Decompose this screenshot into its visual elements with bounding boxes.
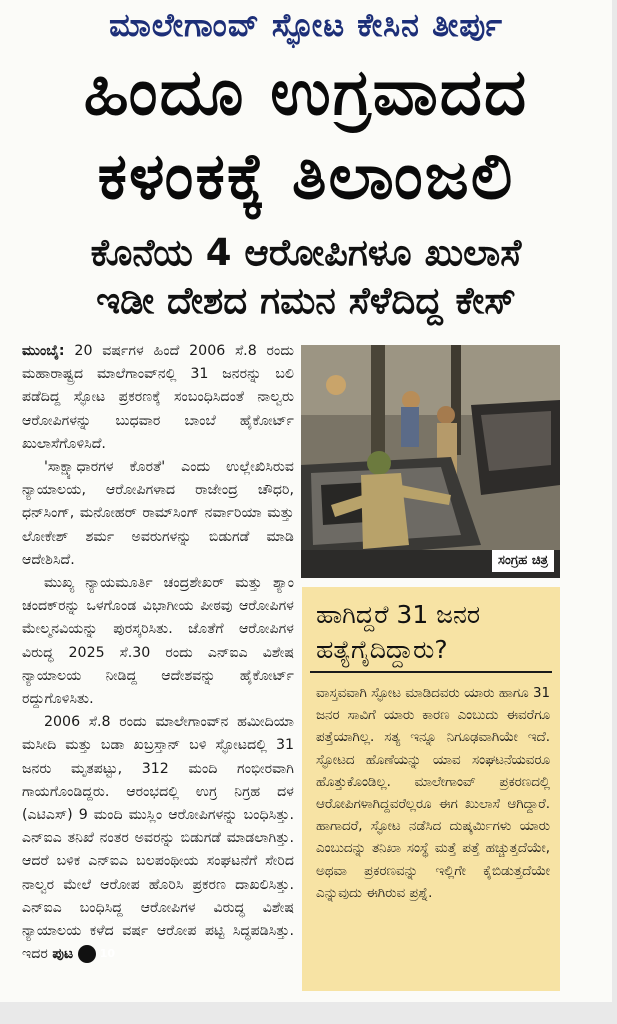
subhead-line-2: ಇಡೀ ದೇಶದ ಗಮನ ಸೆಳೆದಿದ್ದ ಕೇಸ್ <box>96 279 516 322</box>
sidebar-body: ವಾಸ್ತವವಾಗಿ ಸ್ಫೋಟ ಮಾಡಿದವರು ಯಾರು ಹಾಗೂ 31 ಜನರ ಸಾವಿಗೆ ಯಾರು ಕಾರಣ ಎಂಬುದು ಈವರೆಗೂ ಪತ್ತೆಯಾಗಿಲ್ಲ. ಸತ್ಯ ಇನ್ನೂ ನಿಗೂಢವಾಗಿಯೇ ಇದೆ. ಸ್ಫೋಟದ ಹೊಣೆಯನ್ನು ಯಾವ ಸಂಘಟನೆಯವರೂ ಹೊತ್ತುಕೊಂಡಿಲ್ಲ. ಮಾಲೇಗಾಂವ್ ಪ್ರಕರಣದಲ್ಲಿ ಆರೋಪಿಗಳಾಗಿದ್ದವರೆಲ್ಲರೂ ಈಗ ಖುಲಾಸೆ ಆಗಿದ್ದಾರೆ. ಹಾಗಾದರೆ, ಸ್ಫೋಟ ನಡೆಸಿದ ದುಷ್ಕರ್ಮಿಗಳು ಯಾರು ಎಂಬುದನ್ನು ತನಿಖಾ ಸಂಸ್ಥೆ ಮತ್ತೆ ಪತ್ತೆ ಹಚ್ಚುತ್ತದೆಯೇ, ಅಥವಾ ಪ್ರಕರಣವನ್ನು ಇಲ್ಲಿಗೇ ಕೈಬಿಡುತ್ತದೆಯೇ ಎನ್ನುವುದು ಈಗಿರುವ ಪ್ರಶ್ನೆ. <box>316 686 550 901</box>
continued-page-badge: 10 <box>78 945 96 963</box>
sidebar-box <box>302 587 560 991</box>
blast-site-photo <box>301 345 560 578</box>
story-paragraph-1 <box>22 340 294 456</box>
story-paragraph-2: 'ಸಾಕ್ಷ್ಯಾಧಾರಗಳ ಕೊರತೆ' ಎಂದು ಉಲ್ಲೇಖಿಸಿರುವ ನ್ಯಾಯಾಲಯ, ಆರೋಪಿಗಳಾದ ರಾಜೇಂದ್ರ ಚೌಧರಿ, ಧನ್‌ಸಿಂಗ್, ಮನೋಹರ್ ರಾಮ್‌ಸಿಂಗ್ ನರ್ವಾರಿಯಾ ಮತ್ತು ಲೋಕೇಶ್ ಶರ್ಮ ಅವರುಗಳನ್ನು ಬಿಡುಗಡೆ ಮಾಡಿ ಆದೇಶಿಸಿದೆ. <box>22 459 294 568</box>
sidebar-title: ಹಾಗಿದ್ದರೆ 31 ಜನರ ಹತ್ಯೆಗೈದಿದ್ದಾರು? <box>316 600 481 664</box>
story-text-1: 20 ವರ್ಷಗಳ ಹಿಂದೆ 2006 ಸೆ.8 ರಂದು ಮಹಾರಾಷ್ಟ್ರದ ಮಾಲೆಗಾಂವ್‌ನಲ್ಲಿ 31 ಜನರನ್ನು ಬಲಿ ಪಡೆದಿದ್ದ ಸ್ಫೋಟ ಪ್ರಕರಣಕ್ಕೆ ಸಂಬಂಧಿಸಿದಂತೆ ನಾಲ್ವರು ಆರೋಪಿಗಳನ್ನು ಬುಧವಾರ ಬಾಂಬೆ ಹೈಕೋರ್ಟ್ ಖುಲಾಸೆಗೊಳಿಸಿದೆ. <box>22 343 294 452</box>
story-text-4: 2006 ಸೆ.8 ರಂದು ಮಾಲೇಗಾಂವ್‌ನ ಹಮೀದಿಯಾ ಮಸೀದಿ ಮತ್ತು ಬಡಾ ಖಬ್ರಸ್ತಾನ್ ಬಳಿ ಸ್ಫೋಟದಲ್ಲಿ 31 ಜನರು ಮೃತಪಟ್ಟು, 312 ಮಂದಿ ಗಂಭೀರವಾಗಿ ಗಾಯಗೊಂಡಿದ್ದರು. ಆರಂಭದಲ್ಲಿ ಉಗ್ರ ನಿಗ್ರಹ ದಳ (ಎಟಿಎಸ್) 9 ಮಂದಿ ಮುಸ್ಲಿಂ ಆರೋಪಿಗಳನ್ನು ಬಂಧಿಸಿತ್ತು. ಎನ್‌ಐಎ ತನಿಖೆ ನಂತರ ಅವರನ್ನು ಬಿಡುಗಡೆ ಮಾಡಲಾಗಿತ್ತು. ಆದರೆ ಬಳಿಕ ಎನ್‌ಐಎ ಬಲಪಂಥೀಯ ಸಂಘಟನೆಗೆ ಸೇರಿದ ನಾಲ್ವರ ಮೇಲೆ ಆರೋಪ ಹೊರಿಸಿ ಪ್ರಕರಣ ದಾಖಲಿಸಿತ್ತು. ಎನ್‌ಐಎ ಬಂಧಿಸಿದ್ದ ಆರೋಪಿಗಳ ವಿರುದ್ಧ ವಿಶೇಷ ನ್ಯಾಯಾಲಯ ಕಳೆದ ವರ್ಷ ಆರೋಪ ಪಟ್ಟಿ ಸಿದ್ಧಪಡಿಸಿತ್ತು. ಇದರ <box>22 714 294 963</box>
kicker-strap: ಮಾಲೇಗಾಂವ್ ಸ್ಫೋಟ ಕೇಸಿನ ತೀರ್ಪು <box>109 6 503 44</box>
dateline: ಮುಂಬೈ: <box>22 343 65 359</box>
sidebar-divider <box>310 671 552 673</box>
story-paragraph-3: ಮುಖ್ಯ ನ್ಯಾಯಮೂರ್ತಿ ಚಂದ್ರಶೇಖರ್ ಮತ್ತು ಶ್ಯಾಂ ಚಂದಕ್‌ರನ್ನು ಒಳಗೊಂಡ ವಿಭಾಗೀಯ ಪೀಠವು ಆರೋಪಿಗಳ ಮೇಲ್ಮನವಿಯನ್ನು ಪುರಸ್ಕರಿಸಿತು. ಜೊತೆಗೆ ಆರೋಪಿಗಳ ವಿರುದ್ಧ 2025 ಸೆ.30 ರಂದು ಎನ್‌ಐಎ ವಿಶೇಷ ನ್ಯಾಯಾಲಯ ನೀಡಿದ್ದ ಆದೇಶವನ್ನು ಹೈಕೋರ್ಟ್ ರದ್ದುಗೊಳಿಸಿತು. <box>22 575 294 708</box>
subhead-line-1: ಕೊನೆಯ 4 ಆರೋಪಿಗಳೂ ಖುಲಾಸೆ <box>90 231 522 274</box>
headline-line-1: ಹಿಂದೂ ಉಗ್ರವಾದದ <box>83 56 529 130</box>
photo-illustration <box>301 345 560 578</box>
story-paragraph-4 <box>22 711 294 966</box>
continued-label: ಪುಟ <box>52 946 74 963</box>
photo-caption: ಸಂಗ್ರಹ ಚಿತ್ರ <box>492 550 554 572</box>
story-column <box>22 340 294 966</box>
headline-line-2: ಕಳಂಕಕ್ಕೆ ತಿಲಾಂಜಲಿ <box>97 140 515 214</box>
